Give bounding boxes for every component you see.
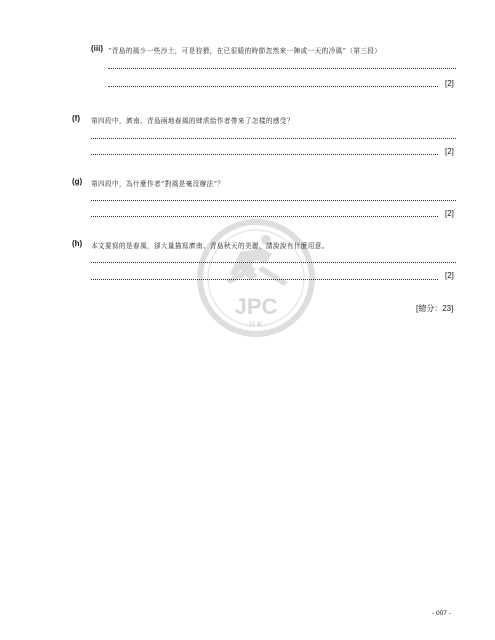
question-iii-marks: [2] bbox=[445, 79, 454, 88]
question-h-text: 本文要寫的是春風，卻大量描寫濟南、青島秋天的美麗，請說說有什麼用意。 bbox=[91, 242, 329, 250]
question-g-label: (g) bbox=[72, 177, 83, 186]
total-marks: [總分：23] bbox=[416, 304, 454, 313]
answer-line bbox=[91, 200, 456, 201]
answer-line bbox=[91, 279, 438, 280]
page-number: - 007 - bbox=[432, 610, 451, 617]
jpc-watermark-logo bbox=[196, 218, 316, 338]
watermark-main: JPC bbox=[234, 294, 278, 319]
question-f-label: (f) bbox=[72, 114, 80, 123]
answer-line bbox=[91, 216, 438, 217]
question-f-marks: [2] bbox=[445, 147, 454, 156]
answer-line bbox=[91, 154, 438, 155]
answer-line bbox=[108, 86, 438, 87]
question-h-label: (h) bbox=[72, 239, 83, 248]
question-iii-text: “青島的風少一些沙土，可是狡猾，在已很暖的時節忽然來一陣或一天的冷風”（第三段） bbox=[108, 47, 382, 55]
answer-line bbox=[91, 262, 456, 263]
question-g-text: 第四段中，為什麼作者“對風是毫沒辦法”？ bbox=[91, 180, 225, 188]
question-g-marks: [2] bbox=[445, 209, 454, 218]
question-f-text: 第四段中，濟南、青島兩地春風的肆虐給作者帶來了怎樣的感受？ bbox=[91, 117, 294, 125]
answer-line bbox=[108, 68, 456, 69]
question-h-marks: [2] bbox=[445, 271, 454, 280]
watermark-sub: H K bbox=[249, 320, 263, 329]
answer-line bbox=[91, 138, 456, 139]
question-iii-label: (iii) bbox=[91, 44, 103, 53]
